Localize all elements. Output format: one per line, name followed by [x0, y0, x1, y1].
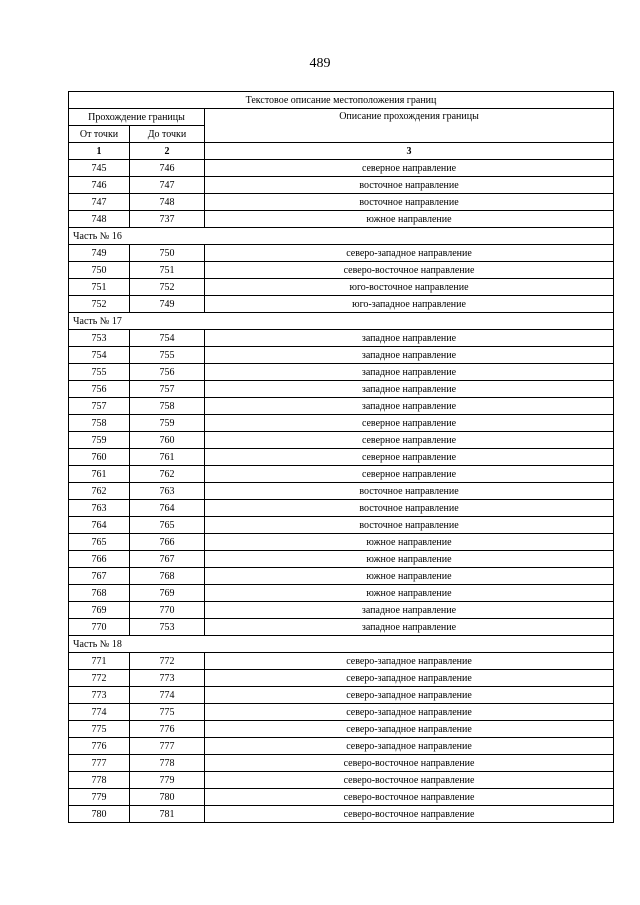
direction-cell: восточное направление — [205, 500, 614, 517]
to-point-cell: 747 — [130, 177, 205, 194]
from-point-cell: 759 — [69, 432, 130, 449]
to-point-cell: 757 — [130, 381, 205, 398]
from-point-cell: 764 — [69, 517, 130, 534]
boundary-passage-header: Прохождение границы — [69, 109, 205, 126]
from-point-cell: 771 — [69, 653, 130, 670]
to-point-cell: 764 — [130, 500, 205, 517]
from-point-cell: 749 — [69, 245, 130, 262]
table-row — [69, 738, 614, 755]
direction-cell: северо-западное направление — [205, 687, 614, 704]
from-point-cell: 767 — [69, 568, 130, 585]
direction-cell: южное направление — [205, 585, 614, 602]
to-point-cell: 752 — [130, 279, 205, 296]
from-point-cell: 756 — [69, 381, 130, 398]
from-point-cell: 768 — [69, 585, 130, 602]
table-row — [69, 245, 614, 262]
to-point-cell: 751 — [130, 262, 205, 279]
direction-cell: северо-западное направление — [205, 738, 614, 755]
from-point-cell: 779 — [69, 789, 130, 806]
table-row — [69, 262, 614, 279]
table-row — [69, 330, 614, 347]
table-title: Текстовое описание местоположения границ — [69, 92, 614, 109]
table-row — [69, 177, 614, 194]
to-point-cell: 767 — [130, 551, 205, 568]
column-number-2: 2 — [130, 143, 205, 160]
direction-cell: южное направление — [205, 551, 614, 568]
table-row — [69, 568, 614, 585]
to-point-cell: 760 — [130, 432, 205, 449]
direction-cell: восточное направление — [205, 517, 614, 534]
table-row — [69, 721, 614, 738]
table-row — [69, 704, 614, 721]
table-row — [69, 517, 614, 534]
to-point-cell: 754 — [130, 330, 205, 347]
to-point-cell: 770 — [130, 602, 205, 619]
to-point-cell: 750 — [130, 245, 205, 262]
direction-cell: северо-восточное направление — [205, 262, 614, 279]
table-row — [69, 449, 614, 466]
group-header-row — [69, 109, 614, 126]
to-point-header: До точки — [130, 126, 205, 143]
from-point-cell: 758 — [69, 415, 130, 432]
section-label: Часть № 18 — [69, 636, 614, 653]
from-point-cell: 750 — [69, 262, 130, 279]
section-row — [69, 228, 614, 245]
to-point-cell: 762 — [130, 466, 205, 483]
direction-cell: северо-западное направление — [205, 653, 614, 670]
table-row — [69, 500, 614, 517]
to-point-cell: 768 — [130, 568, 205, 585]
to-point-cell: 776 — [130, 721, 205, 738]
table-row — [69, 398, 614, 415]
table-row — [69, 806, 614, 823]
description-column-header: Описание прохождения границы — [205, 109, 614, 143]
from-point-cell: 757 — [69, 398, 130, 415]
table-row — [69, 602, 614, 619]
to-point-cell: 763 — [130, 483, 205, 500]
table-row — [69, 194, 614, 211]
to-point-cell: 758 — [130, 398, 205, 415]
table-row — [69, 772, 614, 789]
table-row — [69, 755, 614, 772]
from-point-cell: 765 — [69, 534, 130, 551]
table-row — [69, 432, 614, 449]
direction-cell: южное направление — [205, 211, 614, 228]
column-number-3: 3 — [205, 143, 614, 160]
table-row — [69, 619, 614, 636]
to-point-cell: 778 — [130, 755, 205, 772]
direction-cell: южное направление — [205, 534, 614, 551]
table-row — [69, 670, 614, 687]
to-point-cell: 755 — [130, 347, 205, 364]
column-number-row — [69, 143, 614, 160]
from-point-header: От точки — [69, 126, 130, 143]
direction-cell: северо-западное направление — [205, 245, 614, 262]
direction-cell: западное направление — [205, 398, 614, 415]
table-row — [69, 347, 614, 364]
direction-cell: северное направление — [205, 466, 614, 483]
from-point-cell: 754 — [69, 347, 130, 364]
direction-cell: западное направление — [205, 330, 614, 347]
column-number-1: 1 — [69, 143, 130, 160]
from-point-cell: 774 — [69, 704, 130, 721]
table-row — [69, 551, 614, 568]
from-point-cell: 748 — [69, 211, 130, 228]
to-point-cell: 779 — [130, 772, 205, 789]
direction-cell: северо-западное направление — [205, 721, 614, 738]
table-row — [69, 687, 614, 704]
to-point-cell: 765 — [130, 517, 205, 534]
to-point-cell: 737 — [130, 211, 205, 228]
table-row — [69, 466, 614, 483]
table-row — [69, 296, 614, 313]
from-point-cell: 770 — [69, 619, 130, 636]
to-point-cell: 769 — [130, 585, 205, 602]
section-row — [69, 313, 614, 330]
from-point-cell: 747 — [69, 194, 130, 211]
from-point-cell: 780 — [69, 806, 130, 823]
table-row — [69, 279, 614, 296]
section-label: Часть № 17 — [69, 313, 614, 330]
table-row — [69, 653, 614, 670]
to-point-cell: 775 — [130, 704, 205, 721]
direction-cell: северо-западное направление — [205, 670, 614, 687]
table-body — [69, 160, 614, 823]
table-row — [69, 534, 614, 551]
from-point-cell: 772 — [69, 670, 130, 687]
to-point-cell: 774 — [130, 687, 205, 704]
to-point-cell: 777 — [130, 738, 205, 755]
direction-cell: северо-восточное направление — [205, 755, 614, 772]
direction-cell: юго-восточное направление — [205, 279, 614, 296]
to-point-cell: 781 — [130, 806, 205, 823]
from-point-cell: 751 — [69, 279, 130, 296]
from-point-cell: 766 — [69, 551, 130, 568]
boundary-description-table — [68, 91, 614, 823]
direction-cell: западное направление — [205, 364, 614, 381]
from-point-cell: 763 — [69, 500, 130, 517]
table-row — [69, 160, 614, 177]
direction-cell: северо-восточное направление — [205, 806, 614, 823]
table-header — [69, 92, 614, 160]
direction-cell: северное направление — [205, 449, 614, 466]
from-point-cell: 761 — [69, 466, 130, 483]
direction-cell: северо-восточное направление — [205, 789, 614, 806]
table-row — [69, 483, 614, 500]
table-row — [69, 381, 614, 398]
from-point-cell: 755 — [69, 364, 130, 381]
direction-cell: восточное направление — [205, 483, 614, 500]
from-point-cell: 760 — [69, 449, 130, 466]
section-row — [69, 636, 614, 653]
direction-cell: западное направление — [205, 381, 614, 398]
from-point-cell: 776 — [69, 738, 130, 755]
page-number: 489 — [309, 56, 331, 71]
from-point-cell: 775 — [69, 721, 130, 738]
from-point-cell: 753 — [69, 330, 130, 347]
direction-cell: северное направление — [205, 432, 614, 449]
to-point-cell: 773 — [130, 670, 205, 687]
from-point-cell: 778 — [69, 772, 130, 789]
direction-cell: восточное направление — [205, 177, 614, 194]
to-point-cell: 753 — [130, 619, 205, 636]
table-row — [69, 585, 614, 602]
section-label: Часть № 16 — [69, 228, 614, 245]
from-point-cell: 746 — [69, 177, 130, 194]
to-point-cell: 759 — [130, 415, 205, 432]
direction-cell: западное направление — [205, 619, 614, 636]
table-row — [69, 211, 614, 228]
table-row — [69, 364, 614, 381]
table-row — [69, 415, 614, 432]
to-point-cell: 756 — [130, 364, 205, 381]
to-point-cell: 780 — [130, 789, 205, 806]
to-point-cell: 748 — [130, 194, 205, 211]
direction-cell: северо-западное направление — [205, 704, 614, 721]
direction-cell: западное направление — [205, 602, 614, 619]
from-point-cell: 773 — [69, 687, 130, 704]
to-point-cell: 772 — [130, 653, 205, 670]
table-row — [69, 789, 614, 806]
direction-cell: северное направление — [205, 160, 614, 177]
direction-cell: восточное направление — [205, 194, 614, 211]
from-point-cell: 769 — [69, 602, 130, 619]
to-point-cell: 761 — [130, 449, 205, 466]
to-point-cell: 766 — [130, 534, 205, 551]
from-point-cell: 745 — [69, 160, 130, 177]
from-point-cell: 762 — [69, 483, 130, 500]
direction-cell: северо-восточное направление — [205, 772, 614, 789]
table-title-row — [69, 92, 614, 109]
direction-cell: северное направление — [205, 415, 614, 432]
to-point-cell: 749 — [130, 296, 205, 313]
direction-cell: западное направление — [205, 347, 614, 364]
direction-cell: южное направление — [205, 568, 614, 585]
to-point-cell: 746 — [130, 160, 205, 177]
from-point-cell: 752 — [69, 296, 130, 313]
from-point-cell: 777 — [69, 755, 130, 772]
direction-cell: юго-западное направление — [205, 296, 614, 313]
